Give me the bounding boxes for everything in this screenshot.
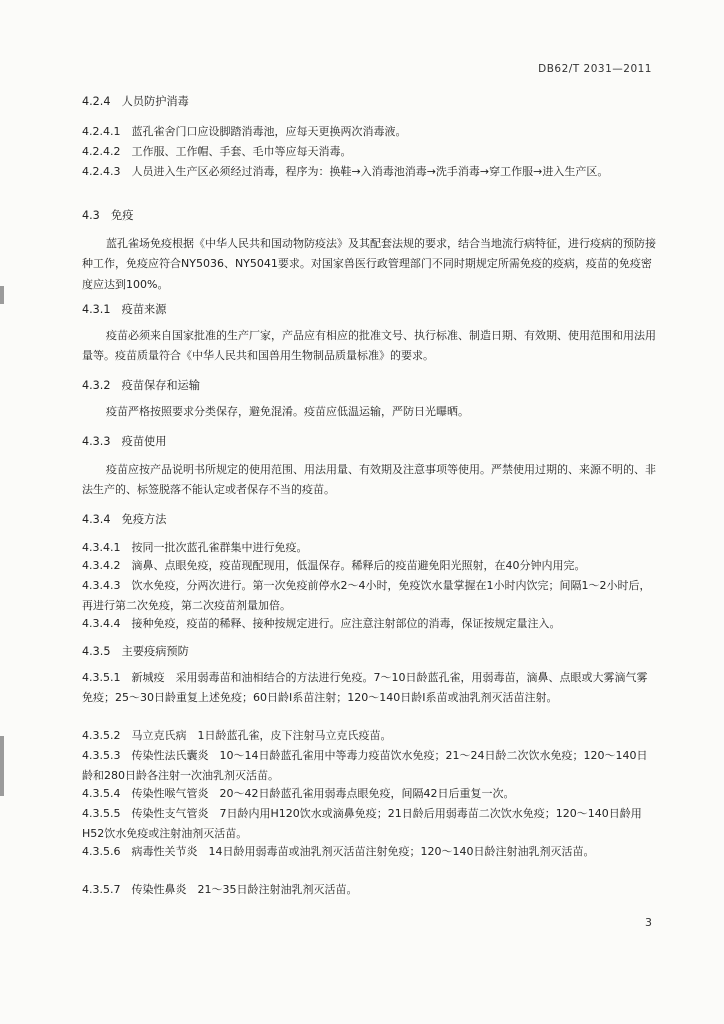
- clause: 4.3.5.4 传染性喉气管炎 20～42日龄蓝孔雀用弱毒点眼免疫，间隔42日后重复一次。: [82, 787, 515, 800]
- clause: 4.2.4.3 人员进入生产区必须经过消毒，程序为：换鞋→入消毒池消毒→洗手消毒→穿工作服→进入生产区。: [82, 165, 609, 178]
- section-heading: 4.3.5 主要疫病预防: [82, 645, 189, 658]
- clause: 4.2.4.1 蓝孔雀舍门口应设脚踏消毒池，应每天更换两次消毒液。: [82, 125, 407, 138]
- clause: 4.3.4.3 饮水免疫，分两次进行。第一次免疫前停水2～4小时，免疫饮水量掌握在1小时内饮完；间隔1～2小时后，再进行第二次免疫，第二次疫苗剂量加倍。: [82, 579, 651, 613]
- scan-edge-mark: [0, 286, 4, 304]
- clause: 4.3.5.5 传染性支气管炎 7日龄内用H120饮水或滴鼻免疫；21日龄后用弱毒苗二次饮水免疫；120～140日龄用H52饮水免疫或注射油剂灭活苗。: [82, 807, 642, 841]
- paragraph: 蓝孔雀场免疫根据《中华人民共和国动物防疫法》及其配套法规的要求，结合当地流行病特征，进行疫病的预防接种工作，免疫应符合NY5036、NY5041要求。对国家兽医行政管理部门不同时期规定所需免疫的疫病，疫苗的免疫密度应达到100%。: [82, 237, 656, 291]
- clause: 4.3.4.4 接种免疫，疫苗的稀释、接种按规定进行。应注意注射部位的消毒，保证按规定量注入。: [82, 617, 561, 630]
- section-heading: 4.3.2 疫苗保存和运输: [82, 379, 200, 392]
- section-heading: 4.2.4 人员防护消毒: [82, 95, 189, 108]
- clause: 4.3.5.2 马立克氏病 1日龄蓝孔雀，皮下注射马立克氏疫苗。: [82, 729, 392, 742]
- section-heading: 4.3.4 免疫方法: [82, 513, 167, 526]
- section-heading: 4.3 免疫: [82, 209, 134, 222]
- section-heading: 4.3.3 疫苗使用: [82, 435, 167, 448]
- clause: 4.3.5.1 新城疫 采用弱毒苗和油相结合的方法进行免疫。7～10日龄蓝孔雀，用弱毒苗，滴鼻、点眼或大雾滴气雾免疫；25～30日龄重复上述免疫；60日龄Ⅰ系苗注射；120～140日龄Ⅰ系苗或油乳剂灭活苗注射。: [82, 671, 648, 705]
- clause: 4.2.4.2 工作服、工作帽、手套、毛巾等应每天消毒。: [82, 145, 352, 158]
- clause: 4.3.4.2 滴鼻、点眼免疫，疫苗现配现用，低温保存。稀释后的疫苗避免阳光照射，在40分钟内用完。: [82, 559, 586, 572]
- clause: 4.3.5.6 病毒性关节炎 14日龄用弱毒苗或油乳剂灭活苗注射免疫；120～140日龄注射油乳剂灭活苗。: [82, 845, 595, 858]
- clause: 4.3.5.7 传染性鼻炎 21～35日龄注射油乳剂灭活苗。: [82, 883, 358, 896]
- page-number: 3: [645, 916, 652, 929]
- clause: 4.3.5.3 传染性法氏囊炎 10～14日龄蓝孔雀用中等毒力疫苗饮水免疫；21～24日龄二次饮水免疫；120～140日龄和280日龄各注射一次油乳剂灭活苗。: [82, 749, 648, 783]
- paragraph: 疫苗应按产品说明书所规定的使用范围、用法用量、有效期及注意事项等使用。严禁使用过期的、来源不明的、非法生产的、标签脱落不能认定或者保存不当的疫苗。: [82, 463, 656, 497]
- scan-edge-mark: [0, 736, 4, 796]
- clause: 4.3.4.1 按同一批次蓝孔雀群集中进行免疫。: [82, 541, 308, 554]
- section-heading: 4.3.1 疫苗来源: [82, 303, 167, 316]
- paragraph: 疫苗严格按照要求分类保存，避免混淆。疫苗应低温运输，严防日光曝晒。: [106, 405, 469, 418]
- paragraph: 疫苗必须来自国家批准的生产厂家，产品应有相应的批准文号、执行标准、制造日期、有效期、使用范围和用法用量等。疫苗质量符合《中华人民共和国兽用生物制品质量标准》的要求。: [82, 329, 656, 363]
- standard-number: DB62/T 2031—2011: [538, 63, 652, 75]
